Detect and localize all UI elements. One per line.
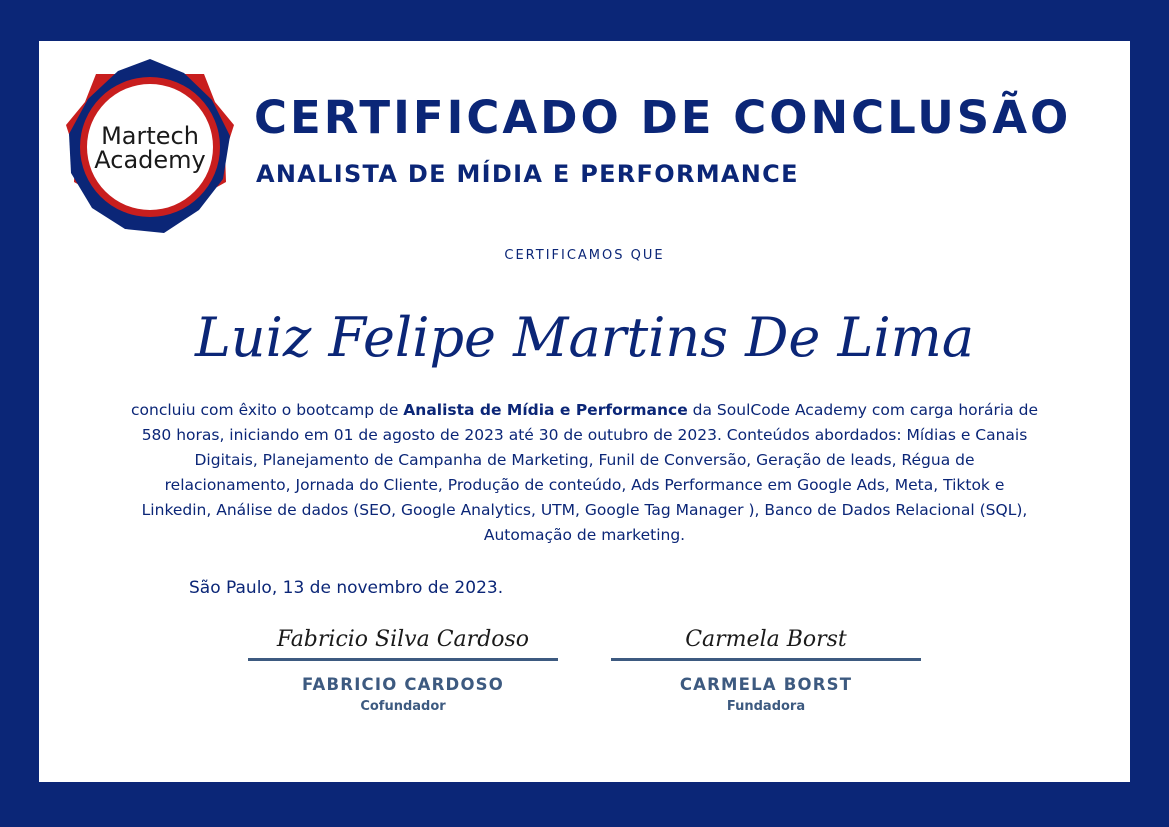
seal-text-line1: Martech [101, 122, 199, 150]
certificate-body [130, 398, 1039, 548]
signatory-name: CARMELA BORST [679, 675, 853, 694]
signatory-block [611, 620, 921, 716]
certificate-title: CERTIFICADO DE CONCLUSÃO [254, 91, 1072, 144]
certify-label: CERTIFICAMOS QUE [504, 248, 665, 263]
signature-line [611, 658, 921, 661]
certificate-subtitle: ANALISTA DE MÍDIA E PERFORMANCE [256, 160, 799, 188]
body-intro: concluiu com êxito o bootcamp de [131, 401, 399, 419]
recipient-name: Luiz Felipe Martins De Lima [194, 306, 975, 369]
signature-line [248, 658, 558, 661]
signatory-block [248, 620, 558, 716]
seal-text-line2: Academy [94, 146, 206, 174]
handwritten-signature: Fabricio Silva Cardoso [276, 627, 530, 652]
signatory-role: Cofundador [360, 699, 446, 714]
handwritten-signature: Carmela Borst [685, 627, 847, 652]
body-details: da SoulCode Academy com carga horária de 580 horas, iniciando em 01 de agosto de 2023 até 30 de outubro de 2023. Conteúdos abordados: Mídias e Canais Digitais, Planejamento de Campanha de Marketing, Funil de Conversão, Geração de leads, Régua de relacionamento, Jornada do Cliente, Produção de conteúdo, Ads Performance em Google Ads, Meta, Tiktok e Linkedin, Análise de dados (SEO, Google Analytics, UTM, Google Tag Manager ), Banco de Dados Relacional (SQL), Automação de marketing. [141, 401, 1038, 544]
body-course-name: Analista de Mídia e Performance [403, 401, 688, 419]
signatory-name: FABRICIO CARDOSO [301, 675, 504, 694]
signatory-role: Fundadora [726, 699, 806, 714]
place-and-date: São Paulo, 13 de novembro de 2023. [189, 578, 504, 598]
rosette-seal-icon [61, 58, 239, 236]
